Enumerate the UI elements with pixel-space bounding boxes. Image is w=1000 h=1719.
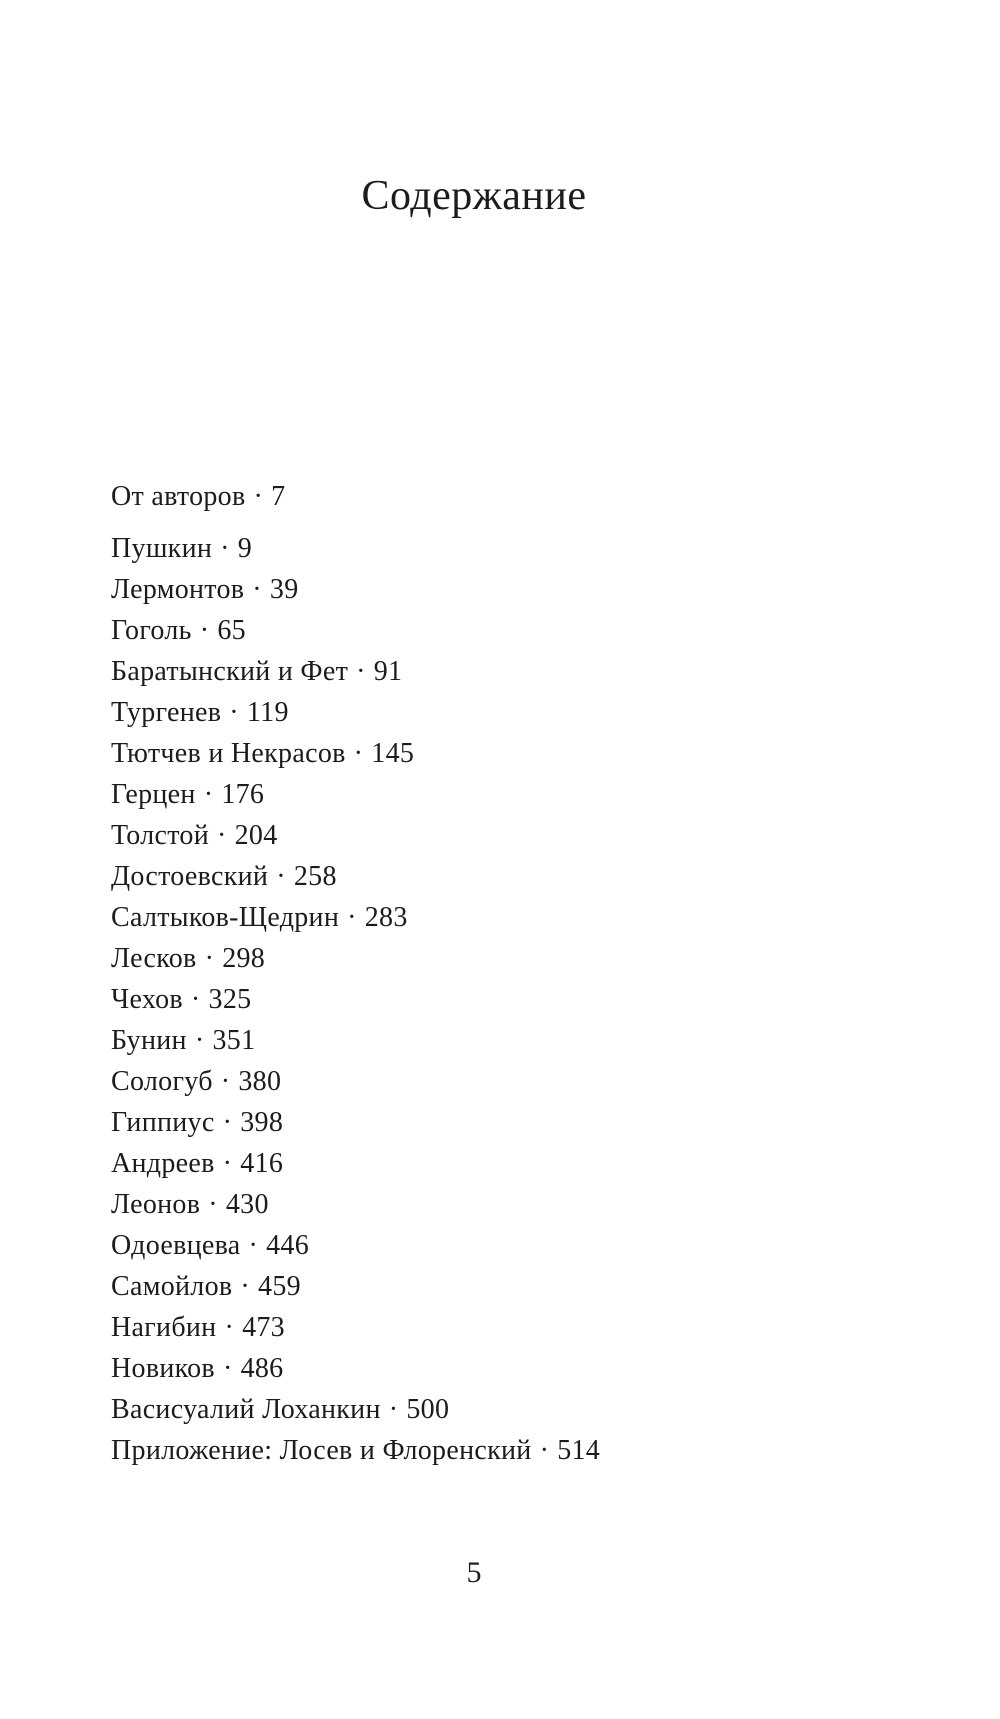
toc-separator: ·: [190, 984, 201, 1015]
toc-entry-label: Самойлов: [111, 1271, 233, 1302]
toc-entry[interactable]: [111, 1061, 600, 1102]
toc-entry[interactable]: [111, 1430, 600, 1471]
toc-entry-page: 204: [234, 820, 278, 851]
toc-entry-page: 145: [371, 738, 415, 769]
toc-separator: ·: [253, 481, 264, 512]
toc-entry-page: 7: [271, 481, 286, 512]
toc-entry[interactable]: [111, 1020, 600, 1061]
toc-entry-label: Герцен: [111, 779, 196, 810]
toc-entry-page: 283: [364, 902, 408, 933]
toc-entry[interactable]: [111, 476, 600, 517]
toc-entry-label: Бунин: [111, 1025, 187, 1056]
page-title: Содержание: [361, 173, 587, 219]
toc-separator: ·: [252, 574, 262, 605]
toc-entry[interactable]: [111, 733, 600, 774]
toc-entry-label: Васисуалий Лоханкин: [111, 1394, 381, 1425]
toc-entry-label: Лесков: [111, 943, 197, 974]
toc-entry-page: 473: [242, 1312, 285, 1343]
toc-separator: ·: [194, 1025, 205, 1056]
toc-entry-label: Чехов: [111, 984, 183, 1015]
toc-entry-page: 500: [406, 1394, 450, 1425]
toc-separator: ·: [222, 1353, 233, 1384]
toc-separator: ·: [222, 1148, 233, 1179]
toc-entry-page: 416: [240, 1148, 284, 1179]
toc-entry[interactable]: [111, 856, 600, 897]
toc-entry-page: 380: [238, 1066, 282, 1097]
page-number: 5: [466, 1556, 482, 1589]
toc-entry-label: Гиппиус: [111, 1107, 215, 1138]
toc-entry-page: 119: [246, 697, 289, 728]
table-of-contents: [111, 476, 600, 1471]
toc-entry-label: Достоевский: [111, 861, 269, 892]
toc-separator: ·: [204, 943, 215, 974]
toc-entry[interactable]: [111, 938, 600, 979]
toc-entry-label: Толстой: [111, 820, 209, 851]
toc-entry-page: 430: [225, 1189, 269, 1220]
toc-entry-label: Новиков: [111, 1353, 215, 1384]
toc-entry-page: 486: [240, 1353, 284, 1384]
toc-entry-label: Салтыков-Щедрин: [111, 902, 340, 933]
toc-separator: ·: [220, 1066, 231, 1097]
toc-separator: ·: [276, 861, 286, 892]
toc-separator: ·: [224, 1312, 235, 1343]
toc-separator: ·: [356, 656, 366, 687]
toc-entry-page: 514: [557, 1435, 601, 1466]
toc-entry-label: Лермонтов: [111, 574, 245, 605]
toc-entry-label: Одоевцева: [111, 1230, 241, 1261]
toc-separator: ·: [229, 697, 239, 728]
toc-entry[interactable]: [111, 692, 600, 733]
toc-separator: ·: [203, 779, 214, 810]
toc-separator: ·: [388, 1394, 399, 1425]
toc-entry-label: Тютчев и Некрасов: [111, 738, 346, 769]
toc-entry-label: Гоголь: [111, 615, 192, 646]
toc-entry-page: 91: [373, 656, 403, 687]
toc-entry[interactable]: [111, 651, 600, 692]
toc-entry[interactable]: [111, 774, 600, 815]
toc-entry-page: 9: [237, 533, 253, 564]
toc-entry[interactable]: [111, 569, 600, 610]
toc-entry[interactable]: [111, 1307, 600, 1348]
toc-entry-page: 351: [212, 1025, 256, 1056]
toc-entry-page: 258: [293, 861, 337, 892]
toc-separator: ·: [199, 615, 210, 646]
toc-separator: ·: [353, 738, 364, 769]
toc-separator: ·: [347, 902, 357, 933]
toc-entry-label: От авторов: [111, 481, 246, 512]
toc-entry-page: 298: [222, 943, 266, 974]
toc-separator: ·: [240, 1271, 251, 1302]
toc-entry[interactable]: [111, 1184, 600, 1225]
toc-entry-label: Леонов: [111, 1189, 201, 1220]
toc-entry-label: Баратынский и Фет: [111, 656, 349, 687]
toc-separator: ·: [248, 1230, 259, 1261]
toc-separator: ·: [539, 1435, 550, 1466]
toc-entry-label: Тургенев: [111, 697, 222, 728]
toc-separator: ·: [208, 1189, 218, 1220]
toc-entry-label: Приложение: Лосев и Флоренский: [111, 1435, 532, 1466]
toc-entry[interactable]: [111, 610, 600, 651]
toc-entry-label: Андреев: [111, 1148, 215, 1179]
toc-entry-page: 398: [240, 1107, 284, 1138]
toc-entry-label: Сологуб: [111, 1066, 213, 1097]
toc-entry-page: 65: [217, 615, 246, 646]
toc-entry[interactable]: [111, 1266, 600, 1307]
toc-entry[interactable]: [111, 1389, 600, 1430]
toc-entry-label: Пушкин: [111, 533, 213, 564]
toc-separator: ·: [222, 1107, 233, 1138]
toc-entry[interactable]: [111, 1225, 600, 1266]
toc-entry-page: 446: [266, 1230, 310, 1261]
toc-separator: ·: [220, 533, 230, 564]
toc-entry[interactable]: [111, 1102, 600, 1143]
toc-entry-label: Нагибин: [111, 1312, 217, 1343]
toc-entry[interactable]: [111, 897, 600, 938]
toc-entry[interactable]: [111, 979, 600, 1020]
toc-entry-page: 39: [269, 574, 299, 605]
toc-entry-page: 176: [221, 779, 265, 810]
toc-entry[interactable]: [111, 1348, 600, 1389]
toc-entry[interactable]: [111, 528, 600, 569]
toc-separator: ·: [216, 820, 227, 851]
toc-entry[interactable]: [111, 1143, 600, 1184]
toc-entry[interactable]: [111, 815, 600, 856]
toc-entry-page: 459: [258, 1271, 301, 1302]
toc-entry-page: 325: [208, 984, 252, 1015]
